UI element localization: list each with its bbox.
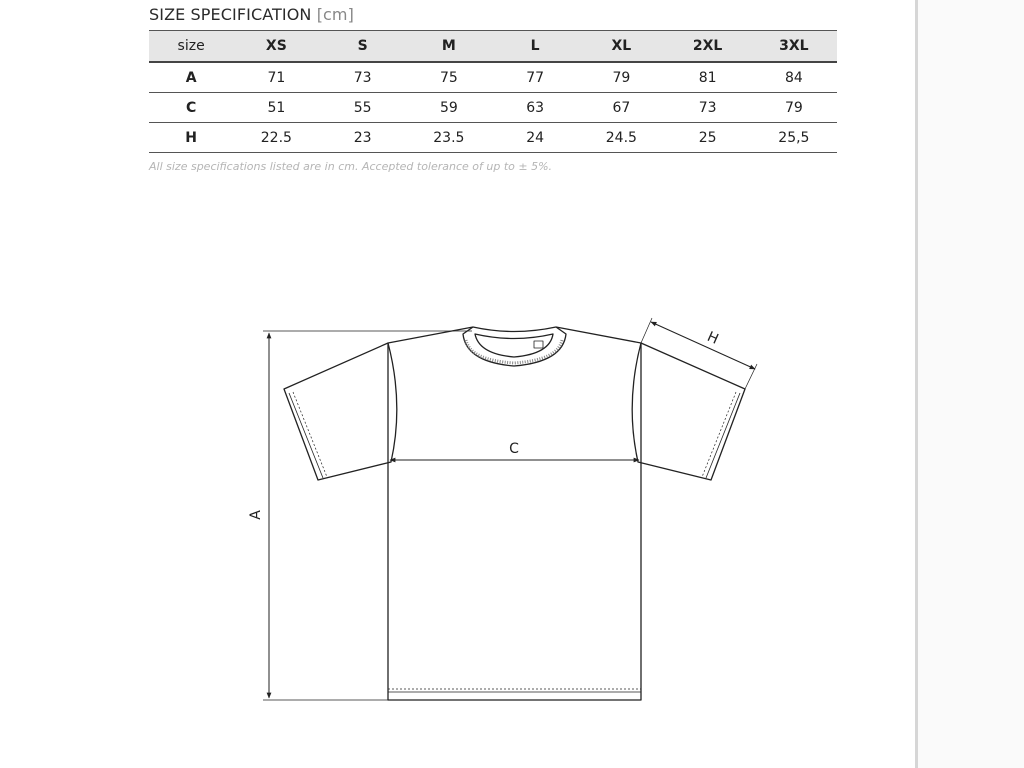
measure-a bbox=[263, 331, 472, 700]
table-cell: 25,5 bbox=[751, 123, 837, 153]
size-header-3xl: 3XL bbox=[751, 31, 837, 63]
table-cell: 79 bbox=[751, 93, 837, 123]
measure-h-ext-2 bbox=[745, 364, 757, 389]
row-label-h: H bbox=[149, 123, 233, 153]
table-cell: 24 bbox=[492, 123, 578, 153]
size-header-xs: XS bbox=[233, 31, 319, 63]
measure-h bbox=[641, 318, 757, 389]
table-cell: 51 bbox=[233, 93, 319, 123]
table-cell: 59 bbox=[406, 93, 492, 123]
size-header-l: L bbox=[492, 31, 578, 63]
measure-a-label: A bbox=[248, 510, 264, 520]
table-cell: 25 bbox=[664, 123, 750, 153]
table-cell: 23.5 bbox=[406, 123, 492, 153]
table-cell: 24.5 bbox=[578, 123, 664, 153]
right-sleeve-cuff bbox=[706, 393, 740, 478]
table-cell: 22.5 bbox=[233, 123, 319, 153]
shirt-body-outline bbox=[388, 327, 641, 700]
table-cell: 84 bbox=[751, 62, 837, 93]
t-shirt-icon bbox=[284, 327, 745, 700]
table-cell: 55 bbox=[319, 93, 405, 123]
table-cell: 81 bbox=[664, 62, 750, 93]
tolerance-note: All size specifications listed are in cm. Accepted tolerance of up to ± 5%. bbox=[149, 160, 553, 173]
table-cell: 63 bbox=[492, 93, 578, 123]
table-cell: 67 bbox=[578, 93, 664, 123]
table-cell: 73 bbox=[319, 62, 405, 93]
measure-h-label: H bbox=[704, 328, 721, 348]
left-cuff-stitch bbox=[293, 392, 327, 477]
measure-h-arrow bbox=[651, 322, 755, 369]
measure-h-ext-1 bbox=[641, 318, 652, 343]
row-label-c: C bbox=[149, 93, 233, 123]
size-header-2xl: 2XL bbox=[664, 31, 750, 63]
spec-title-text: SIZE SPECIFICATION bbox=[149, 5, 312, 24]
page-edge-divider bbox=[915, 0, 918, 768]
table-cell: 71 bbox=[233, 62, 319, 93]
table-cell: 23 bbox=[319, 123, 405, 153]
size-header-xl: XL bbox=[578, 31, 664, 63]
row-label-a: A bbox=[149, 62, 233, 93]
table-cell: 77 bbox=[492, 62, 578, 93]
size-header-m: M bbox=[406, 31, 492, 63]
right-cuff-stitch bbox=[702, 392, 736, 477]
page-gutter bbox=[915, 0, 1024, 768]
left-sleeve-cuff bbox=[289, 393, 323, 478]
size-header-s: S bbox=[319, 31, 405, 63]
table-cell: 79 bbox=[578, 62, 664, 93]
measure-c-label: C bbox=[509, 441, 519, 457]
table-cell: 73 bbox=[664, 93, 750, 123]
size-header-label: size bbox=[149, 31, 233, 63]
table-cell: 75 bbox=[406, 62, 492, 93]
spec-title-unit: [cm] bbox=[316, 5, 354, 24]
